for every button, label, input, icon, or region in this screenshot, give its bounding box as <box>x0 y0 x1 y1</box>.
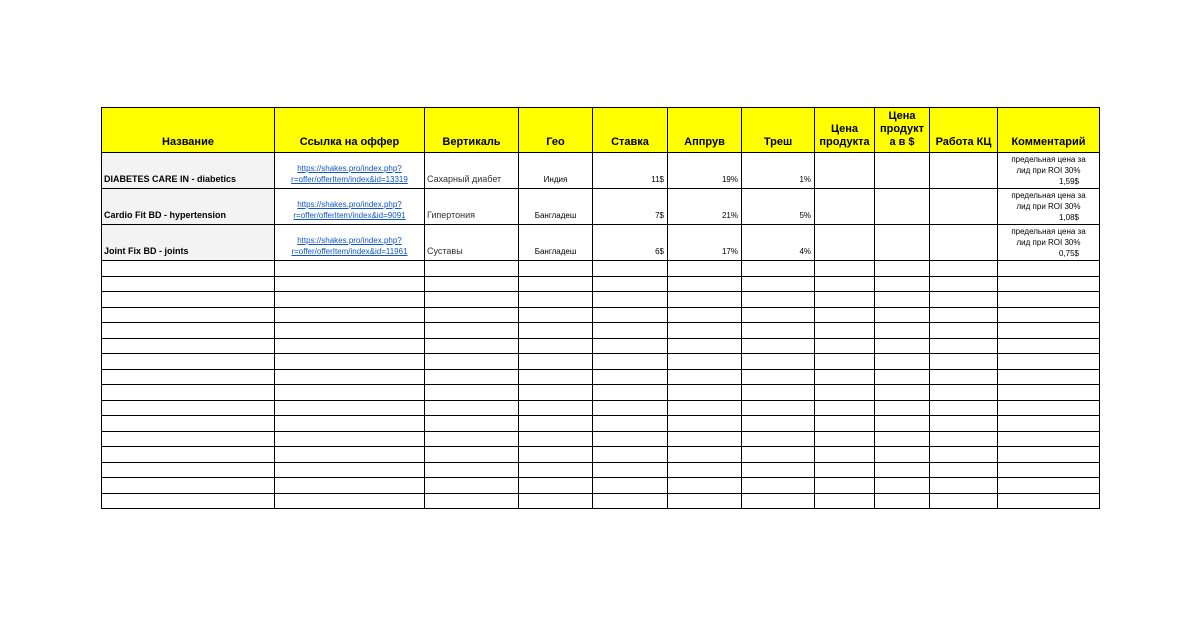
empty-cell[interactable] <box>742 447 815 463</box>
empty-cell[interactable] <box>998 416 1100 432</box>
empty-cell[interactable] <box>275 462 425 478</box>
empty-cell[interactable] <box>668 261 742 277</box>
empty-row <box>102 261 1100 277</box>
empty-cell[interactable] <box>742 385 815 401</box>
empty-cell[interactable] <box>875 462 930 478</box>
empty-cell[interactable] <box>998 292 1100 308</box>
empty-row <box>102 416 1100 432</box>
empty-cell[interactable] <box>668 369 742 385</box>
header-rate[interactable]: Ставка <box>593 108 668 153</box>
empty-cell[interactable] <box>742 431 815 447</box>
empty-cell[interactable] <box>425 416 519 432</box>
empty-cell[interactable] <box>425 307 519 323</box>
empty-cell[interactable] <box>742 400 815 416</box>
empty-cell[interactable] <box>875 354 930 370</box>
comment-line: 0,75$ <box>1058 249 1079 258</box>
empty-cell[interactable] <box>102 400 275 416</box>
empty-cell[interactable] <box>930 261 998 277</box>
empty-cell[interactable] <box>519 400 593 416</box>
empty-cell[interactable] <box>742 369 815 385</box>
empty-cell[interactable] <box>593 354 668 370</box>
empty-cell[interactable] <box>425 447 519 463</box>
empty-cell[interactable] <box>875 478 930 494</box>
vertical-cell[interactable]: Сахарный диабет <box>425 153 519 189</box>
call-center-cell[interactable] <box>930 153 998 189</box>
empty-cell[interactable] <box>668 354 742 370</box>
header-vertical[interactable]: Вертикаль <box>425 108 519 153</box>
empty-cell[interactable] <box>668 416 742 432</box>
trash-cell[interactable]: 4% <box>742 225 815 261</box>
empty-cell[interactable] <box>875 276 930 292</box>
empty-row <box>102 478 1100 494</box>
empty-cell[interactable] <box>593 261 668 277</box>
empty-cell[interactable] <box>519 338 593 354</box>
empty-cell[interactable] <box>519 385 593 401</box>
empty-cell[interactable] <box>593 385 668 401</box>
call-center-cell[interactable] <box>930 189 998 225</box>
header-price[interactable]: Цена продукта <box>815 108 875 153</box>
trash-cell[interactable]: 5% <box>742 189 815 225</box>
price-cell[interactable] <box>815 189 875 225</box>
empty-cell[interactable] <box>519 493 593 509</box>
empty-row <box>102 369 1100 385</box>
header-call-center[interactable]: Работа КЦ <box>930 108 998 153</box>
empty-cell[interactable] <box>998 276 1100 292</box>
price-usd-cell[interactable] <box>875 189 930 225</box>
empty-row <box>102 462 1100 478</box>
header-geo[interactable]: Гео <box>519 108 593 153</box>
empty-cell[interactable] <box>815 447 875 463</box>
empty-cell[interactable] <box>875 431 930 447</box>
empty-cell[interactable] <box>815 462 875 478</box>
empty-cell[interactable] <box>930 338 998 354</box>
empty-cell[interactable] <box>875 307 930 323</box>
price-cell[interactable] <box>815 225 875 261</box>
empty-cell[interactable] <box>742 416 815 432</box>
empty-cell[interactable] <box>875 385 930 401</box>
empty-cell[interactable] <box>425 385 519 401</box>
empty-cell[interactable] <box>742 323 815 339</box>
price-cell[interactable] <box>815 153 875 189</box>
empty-cell[interactable] <box>275 261 425 277</box>
empty-cell[interactable] <box>102 462 275 478</box>
empty-cell[interactable] <box>275 369 425 385</box>
comment-line: лид при ROI 30% <box>1016 166 1081 175</box>
offer-link-line[interactable]: r=offer/offerItem/index&id=13319 <box>291 175 408 184</box>
approve-cell[interactable]: 19% <box>668 153 742 189</box>
price-usd-cell[interactable] <box>875 153 930 189</box>
empty-cell[interactable] <box>742 261 815 277</box>
empty-cell[interactable] <box>275 307 425 323</box>
approve-cell[interactable]: 21% <box>668 189 742 225</box>
empty-row <box>102 307 1100 323</box>
empty-cell[interactable] <box>668 385 742 401</box>
empty-cell[interactable] <box>275 292 425 308</box>
empty-cell[interactable] <box>425 478 519 494</box>
comment-cell[interactable] <box>998 225 1100 261</box>
offer-link-line[interactable]: r=offer/offerItem/index&id=9091 <box>293 211 406 220</box>
empty-cell[interactable] <box>668 323 742 339</box>
offer-link[interactable] <box>275 225 425 261</box>
empty-cell[interactable] <box>742 292 815 308</box>
empty-cell[interactable] <box>425 431 519 447</box>
empty-cell[interactable] <box>875 447 930 463</box>
header-trash[interactable]: Треш <box>742 108 815 153</box>
empty-cell[interactable] <box>815 307 875 323</box>
empty-cell[interactable] <box>875 493 930 509</box>
empty-cell[interactable] <box>519 369 593 385</box>
call-center-cell[interactable] <box>930 225 998 261</box>
geo-cell[interactable]: Бангладеш <box>519 189 593 225</box>
empty-row <box>102 385 1100 401</box>
empty-cell[interactable] <box>668 431 742 447</box>
empty-cell[interactable] <box>275 431 425 447</box>
header-price-usd[interactable]: Цена продукт а в $ <box>875 108 930 153</box>
empty-cell[interactable] <box>742 276 815 292</box>
empty-cell[interactable] <box>815 400 875 416</box>
empty-cell[interactable] <box>425 292 519 308</box>
empty-cell[interactable] <box>815 292 875 308</box>
empty-cell[interactable] <box>102 493 275 509</box>
empty-cell[interactable] <box>668 478 742 494</box>
empty-cell[interactable] <box>998 447 1100 463</box>
empty-cell[interactable] <box>593 369 668 385</box>
header-row <box>102 108 1100 153</box>
offer-name-cell[interactable]: Joint Fix BD - joints <box>102 225 275 261</box>
empty-row <box>102 493 1100 509</box>
empty-cell[interactable] <box>102 431 275 447</box>
empty-cell[interactable] <box>742 354 815 370</box>
empty-cell[interactable] <box>425 338 519 354</box>
empty-cell[interactable] <box>593 478 668 494</box>
empty-cell[interactable] <box>815 354 875 370</box>
empty-cell[interactable] <box>668 462 742 478</box>
empty-cell[interactable] <box>930 400 998 416</box>
header-name[interactable]: Название <box>102 108 275 153</box>
empty-cell[interactable] <box>519 276 593 292</box>
empty-cell[interactable] <box>815 431 875 447</box>
empty-cell[interactable] <box>275 385 425 401</box>
empty-cell[interactable] <box>593 292 668 308</box>
empty-cell[interactable] <box>930 462 998 478</box>
empty-cell[interactable] <box>102 292 275 308</box>
empty-cell[interactable] <box>425 493 519 509</box>
empty-cell[interactable] <box>815 323 875 339</box>
empty-cell[interactable] <box>668 292 742 308</box>
empty-row <box>102 323 1100 339</box>
empty-cell[interactable] <box>275 338 425 354</box>
empty-cell[interactable] <box>930 493 998 509</box>
empty-cell[interactable] <box>425 369 519 385</box>
vertical-cell[interactable]: Гипертония <box>425 189 519 225</box>
table-row <box>102 153 1100 189</box>
empty-cell[interactable] <box>998 400 1100 416</box>
empty-cell[interactable] <box>998 493 1100 509</box>
header-link[interactable]: Ссылка на оффер <box>275 108 425 153</box>
empty-cell[interactable] <box>275 323 425 339</box>
empty-cell[interactable] <box>930 354 998 370</box>
empty-cell[interactable] <box>275 478 425 494</box>
offer-link-line[interactable]: https://shakes.pro/index.php? <box>297 236 402 245</box>
empty-cell[interactable] <box>930 323 998 339</box>
empty-cell[interactable] <box>998 338 1100 354</box>
empty-cell[interactable] <box>102 276 275 292</box>
empty-cell[interactable] <box>102 447 275 463</box>
empty-cell[interactable] <box>425 276 519 292</box>
empty-cell[interactable] <box>742 307 815 323</box>
empty-cell[interactable] <box>425 354 519 370</box>
comment-cell[interactable] <box>998 189 1100 225</box>
comment-line: 1,59$ <box>1058 177 1079 186</box>
empty-cell[interactable] <box>815 416 875 432</box>
empty-cell[interactable] <box>519 431 593 447</box>
empty-row <box>102 431 1100 447</box>
empty-row <box>102 400 1100 416</box>
geo-cell[interactable]: Бангладеш <box>519 225 593 261</box>
empty-cell[interactable] <box>998 323 1100 339</box>
empty-cell[interactable] <box>815 338 875 354</box>
empty-cell[interactable] <box>275 276 425 292</box>
empty-cell[interactable] <box>425 323 519 339</box>
empty-cell[interactable] <box>875 369 930 385</box>
empty-cell[interactable] <box>102 385 275 401</box>
empty-cell[interactable] <box>593 416 668 432</box>
empty-cell[interactable] <box>593 431 668 447</box>
empty-cell[interactable] <box>102 369 275 385</box>
trash-cell[interactable]: 1% <box>742 153 815 189</box>
empty-cell[interactable] <box>519 261 593 277</box>
empty-cell[interactable] <box>668 276 742 292</box>
empty-cell[interactable] <box>998 478 1100 494</box>
header-approve[interactable]: Аппрув <box>668 108 742 153</box>
empty-cell[interactable] <box>930 416 998 432</box>
empty-cell[interactable] <box>593 400 668 416</box>
empty-cell[interactable] <box>742 478 815 494</box>
empty-cell[interactable] <box>815 493 875 509</box>
empty-cell[interactable] <box>815 478 875 494</box>
empty-cell[interactable] <box>593 493 668 509</box>
empty-cell[interactable] <box>875 261 930 277</box>
comment-line: предельная цена за <box>1011 155 1086 164</box>
empty-cell[interactable] <box>998 354 1100 370</box>
empty-cell[interactable] <box>875 400 930 416</box>
empty-cell[interactable] <box>930 447 998 463</box>
empty-cell[interactable] <box>815 385 875 401</box>
offer-name-cell[interactable]: DIABETES CARE IN - diabetics <box>102 153 275 189</box>
empty-cell[interactable] <box>593 323 668 339</box>
comment-line: предельная цена за <box>1011 191 1086 200</box>
empty-cell[interactable] <box>593 447 668 463</box>
empty-cell[interactable] <box>875 416 930 432</box>
empty-cell[interactable] <box>930 478 998 494</box>
empty-cell[interactable] <box>930 385 998 401</box>
empty-cell[interactable] <box>275 447 425 463</box>
header-comment[interactable]: Комментарий <box>998 108 1100 153</box>
empty-cell[interactable] <box>998 307 1100 323</box>
empty-cell[interactable] <box>593 462 668 478</box>
empty-row <box>102 276 1100 292</box>
comment-cell[interactable] <box>998 153 1100 189</box>
offer-link-line[interactable]: https://shakes.pro/index.php? <box>297 200 402 209</box>
offer-name-cell[interactable]: Cardio Fit BD - hypertension <box>102 189 275 225</box>
empty-cell[interactable] <box>998 462 1100 478</box>
empty-cell[interactable] <box>998 431 1100 447</box>
empty-cell[interactable] <box>102 307 275 323</box>
empty-cell[interactable] <box>593 307 668 323</box>
empty-cell[interactable] <box>875 338 930 354</box>
empty-cell[interactable] <box>519 447 593 463</box>
rate-cell[interactable]: 11$ <box>593 153 668 189</box>
empty-cell[interactable] <box>102 478 275 494</box>
empty-cell[interactable] <box>275 354 425 370</box>
geo-cell[interactable]: Индия <box>519 153 593 189</box>
empty-cell[interactable] <box>668 447 742 463</box>
empty-cell[interactable] <box>875 292 930 308</box>
empty-cell[interactable] <box>742 462 815 478</box>
rate-cell[interactable]: 6$ <box>593 225 668 261</box>
empty-cell[interactable] <box>875 323 930 339</box>
offer-link[interactable] <box>275 153 425 189</box>
empty-cell[interactable] <box>275 493 425 509</box>
empty-cell[interactable] <box>998 261 1100 277</box>
empty-row <box>102 447 1100 463</box>
empty-cell[interactable] <box>742 338 815 354</box>
empty-cell[interactable] <box>998 369 1100 385</box>
empty-cell[interactable] <box>668 307 742 323</box>
empty-cell[interactable] <box>930 307 998 323</box>
empty-cell[interactable] <box>815 261 875 277</box>
empty-row <box>102 354 1100 370</box>
comment-line: лид при ROI 30% <box>1016 238 1081 247</box>
empty-cell[interactable] <box>742 493 815 509</box>
empty-cell[interactable] <box>425 400 519 416</box>
table-row <box>102 189 1100 225</box>
empty-cell[interactable] <box>425 261 519 277</box>
empty-cell[interactable] <box>102 323 275 339</box>
empty-cell[interactable] <box>930 431 998 447</box>
empty-cell[interactable] <box>425 462 519 478</box>
empty-cell[interactable] <box>815 369 875 385</box>
empty-cell[interactable] <box>275 416 425 432</box>
empty-row <box>102 338 1100 354</box>
empty-cell[interactable] <box>102 338 275 354</box>
offer-link[interactable] <box>275 189 425 225</box>
offer-link-line[interactable]: https://shakes.pro/index.php? <box>297 164 402 173</box>
empty-cell[interactable] <box>930 369 998 385</box>
empty-cell[interactable] <box>275 400 425 416</box>
offers-table <box>101 107 1100 509</box>
rate-cell[interactable]: 7$ <box>593 189 668 225</box>
comment-line: 1,08$ <box>1058 213 1079 222</box>
price-usd-cell[interactable] <box>875 225 930 261</box>
empty-row <box>102 292 1100 308</box>
empty-cell[interactable] <box>668 400 742 416</box>
empty-cell[interactable] <box>593 338 668 354</box>
empty-cell[interactable] <box>519 292 593 308</box>
empty-cell[interactable] <box>519 323 593 339</box>
empty-cell[interactable] <box>998 385 1100 401</box>
empty-cell[interactable] <box>668 493 742 509</box>
vertical-cell[interactable]: Суставы <box>425 225 519 261</box>
empty-cell[interactable] <box>102 261 275 277</box>
empty-cell[interactable] <box>519 478 593 494</box>
empty-cell[interactable] <box>815 276 875 292</box>
empty-cell[interactable] <box>930 276 998 292</box>
empty-cell[interactable] <box>519 307 593 323</box>
empty-cell[interactable] <box>930 292 998 308</box>
comment-line: лид при ROI 30% <box>1016 202 1081 211</box>
empty-cell[interactable] <box>519 416 593 432</box>
empty-cell[interactable] <box>102 354 275 370</box>
empty-cell[interactable] <box>519 354 593 370</box>
comment-line: предельная цена за <box>1011 227 1086 236</box>
empty-cell[interactable] <box>102 416 275 432</box>
empty-cell[interactable] <box>519 462 593 478</box>
table-row <box>102 225 1100 261</box>
empty-cell[interactable] <box>593 276 668 292</box>
empty-cell[interactable] <box>668 338 742 354</box>
offer-link-line[interactable]: r=offer/offerItem/index&id=11961 <box>291 247 408 256</box>
approve-cell[interactable]: 17% <box>668 225 742 261</box>
